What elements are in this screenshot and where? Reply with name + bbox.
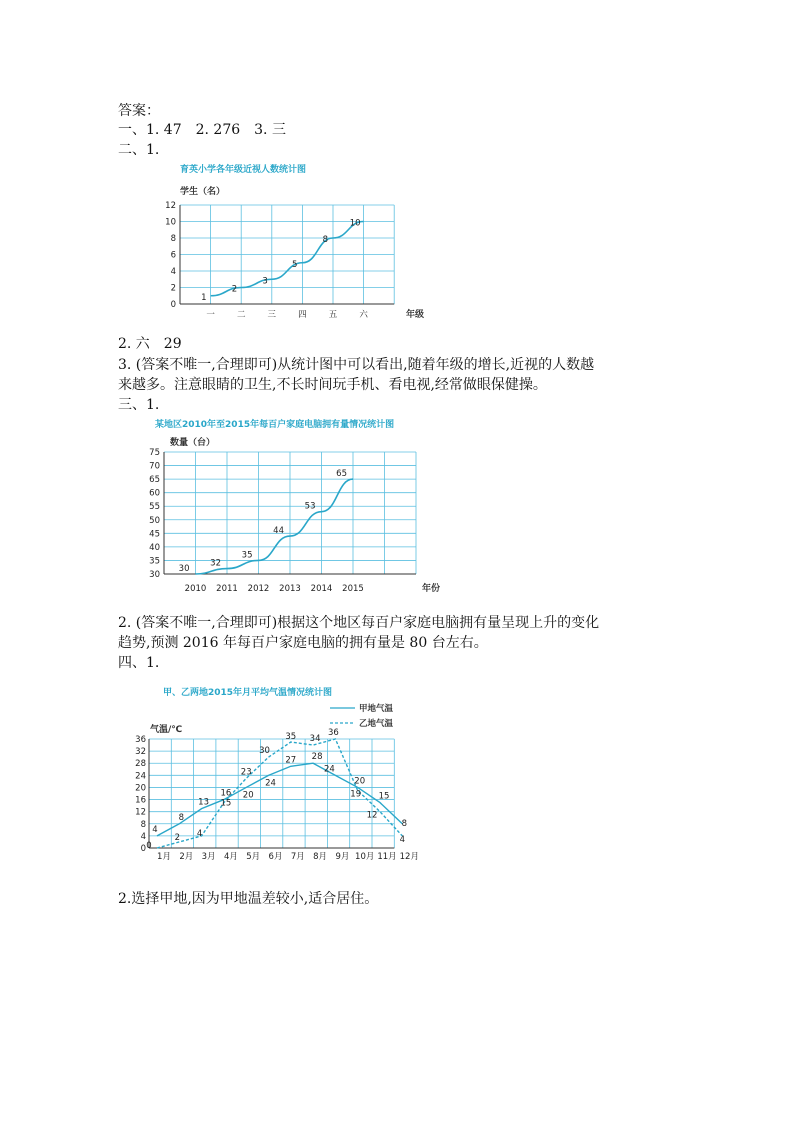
data-label: 10 xyxy=(349,218,361,229)
y-tick-label: 4 xyxy=(140,831,146,842)
legend-label: 甲地气温 xyxy=(359,704,394,714)
y-tick-label: 65 xyxy=(149,475,160,486)
data-label: 2 xyxy=(174,832,181,843)
answer-4-2: 2.选择甲地,因为甲地温差较小,适合居住。 xyxy=(118,891,379,907)
x-axis-label: 年份 xyxy=(422,584,441,594)
y-tick-label: 10 xyxy=(165,217,176,228)
temperature-line-chart xyxy=(135,683,425,868)
x-tick-label: 6月 xyxy=(268,852,283,862)
data-label: 12 xyxy=(366,810,378,821)
x-tick-label: 2014 xyxy=(310,584,333,594)
y-tick-label: 0 xyxy=(140,844,146,854)
data-label: 5 xyxy=(291,259,298,270)
data-label: 2 xyxy=(231,284,238,295)
data-label: 65 xyxy=(336,469,347,480)
x-tick-label: 3月 xyxy=(201,852,216,862)
y-tick-label: 30 xyxy=(149,570,160,580)
y-tick-label: 8 xyxy=(140,819,146,830)
data-label: 36 xyxy=(327,728,339,738)
y-tick-label: 60 xyxy=(149,488,160,499)
y-tick-label: 35 xyxy=(149,556,160,567)
y-tick-label: 32 xyxy=(135,747,146,758)
data-label: 19 xyxy=(350,789,362,800)
answer-section-4-label: 四、1. xyxy=(118,655,160,671)
myopia-line-chart xyxy=(140,160,430,325)
x-tick-label: 8月 xyxy=(313,852,328,862)
x-tick-label: 2013 xyxy=(279,584,301,594)
y-tick-label: 12 xyxy=(135,807,146,818)
y-tick-label: 4 xyxy=(170,267,176,277)
y-tick-label: 20 xyxy=(135,783,146,794)
answer-section-1: 一、1. 47 2. 276 3. 三 xyxy=(118,122,286,138)
data-label: 27 xyxy=(285,755,297,766)
data-label: 13 xyxy=(198,797,210,808)
y-tick-label: 16 xyxy=(135,795,146,806)
x-tick-label: 四 xyxy=(298,310,307,320)
data-label: 4 xyxy=(399,834,406,845)
x-tick-label: 2012 xyxy=(247,584,270,594)
data-label: 24 xyxy=(323,764,335,775)
x-tick-label: 2010 xyxy=(184,584,207,594)
data-label: 1 xyxy=(201,292,207,303)
data-label: 53 xyxy=(304,501,316,512)
answer-3-2-line1: 2. (答案不唯一,合理即可)根据这个地区每百户家庭电脑拥有量呈现上升的变化 xyxy=(118,615,600,631)
x-tick-label: 一 xyxy=(206,310,215,320)
chart-title: 育英小学各年级近视人数统计图 xyxy=(180,165,307,175)
y-axis-label: 学生（名） xyxy=(180,187,226,197)
answer-section-2-label: 二、1. xyxy=(118,142,160,158)
answer-heading: 答案： xyxy=(118,103,160,119)
data-label: 4 xyxy=(196,828,203,839)
y-tick-label: 2 xyxy=(170,283,176,294)
x-tick-label: 5月 xyxy=(246,852,261,862)
y-tick-label: 6 xyxy=(170,250,176,261)
y-tick-label: 12 xyxy=(165,201,176,211)
data-label: 44 xyxy=(273,526,284,537)
x-tick-label: 9月 xyxy=(335,852,350,862)
data-label: 32 xyxy=(210,558,221,569)
x-axis-label: 年级 xyxy=(406,310,425,320)
y-tick-label: 0 xyxy=(170,300,176,310)
x-tick-label: 2011 xyxy=(216,584,238,594)
legend-label: 乙地气温 xyxy=(359,719,394,729)
data-label: 20 xyxy=(354,776,366,787)
answer-2-3-line1: 3. (答案不唯一,合理即可)从统计图中可以看出,随着年级的增长,近视的人数越 xyxy=(118,357,595,373)
data-label: 15 xyxy=(378,791,390,802)
x-tick-label: 11月 xyxy=(377,852,397,862)
data-label: 24 xyxy=(265,778,276,789)
x-tick-label: 12月 xyxy=(399,852,419,862)
x-tick-label: 二 xyxy=(236,310,246,320)
data-label: 4 xyxy=(152,824,158,835)
y-tick-label: 50 xyxy=(149,515,160,526)
data-label: 8 xyxy=(178,812,185,823)
answer-section-3-label: 三、1. xyxy=(118,397,160,413)
data-label: 3 xyxy=(262,276,268,287)
y-tick-label: 28 xyxy=(135,759,146,770)
x-tick-label: 六 xyxy=(359,310,368,320)
x-tick-label: 2月 xyxy=(179,852,194,862)
x-tick-label: 2015 xyxy=(342,584,364,594)
y-tick-label: 45 xyxy=(149,529,160,540)
x-tick-label: 1月 xyxy=(157,852,171,862)
data-label: 23 xyxy=(240,767,252,778)
y-tick-label: 36 xyxy=(135,735,146,745)
data-label: 20 xyxy=(242,790,254,801)
x-tick-label: 三 xyxy=(267,310,277,320)
answer-2-3-line2: 来越多。注意眼睛的卫生,不长时间玩手机、看电视,经常做眼保健操。 xyxy=(118,377,547,393)
data-label: 15 xyxy=(220,798,232,809)
y-tick-label: 55 xyxy=(149,502,160,513)
x-tick-label: 7月 xyxy=(290,852,305,862)
y-tick-label: 40 xyxy=(149,542,160,553)
data-label: 28 xyxy=(311,752,323,763)
answer-2-2: 2. 六 29 xyxy=(118,336,182,352)
data-label: 30 xyxy=(178,564,190,574)
data-label: 8 xyxy=(322,235,328,245)
y-axis-label: 气温/℃ xyxy=(150,725,183,735)
chart-title: 某地区2010年至2015年每百户家庭电脑拥有量情况统计图 xyxy=(155,420,395,430)
data-label: 35 xyxy=(241,550,253,561)
y-tick-label: 24 xyxy=(135,771,146,782)
y-axis-label: 数量（台） xyxy=(170,438,216,448)
answer-3-2-line2: 趋势,预测 2016 年每百户家庭电脑的拥有量是 80 台左右。 xyxy=(118,635,488,651)
data-label: 34 xyxy=(309,734,321,745)
data-label: 8 xyxy=(401,818,408,829)
y-tick-label: 8 xyxy=(170,234,176,244)
y-tick-label: 75 xyxy=(149,448,160,458)
data-label: 0 xyxy=(146,841,152,851)
data-label: 35 xyxy=(285,732,297,743)
computer-ownership-line-chart xyxy=(140,415,441,600)
y-tick-label: 70 xyxy=(149,461,160,472)
chart-title: 甲、乙两地2015年月平均气温情况统计图 xyxy=(163,688,333,698)
data-label: 16 xyxy=(220,788,232,799)
data-label: 30 xyxy=(259,746,270,757)
x-tick-label: 4月 xyxy=(223,852,238,862)
x-tick-label: 10月 xyxy=(355,852,375,862)
x-tick-label: 五 xyxy=(328,310,338,320)
